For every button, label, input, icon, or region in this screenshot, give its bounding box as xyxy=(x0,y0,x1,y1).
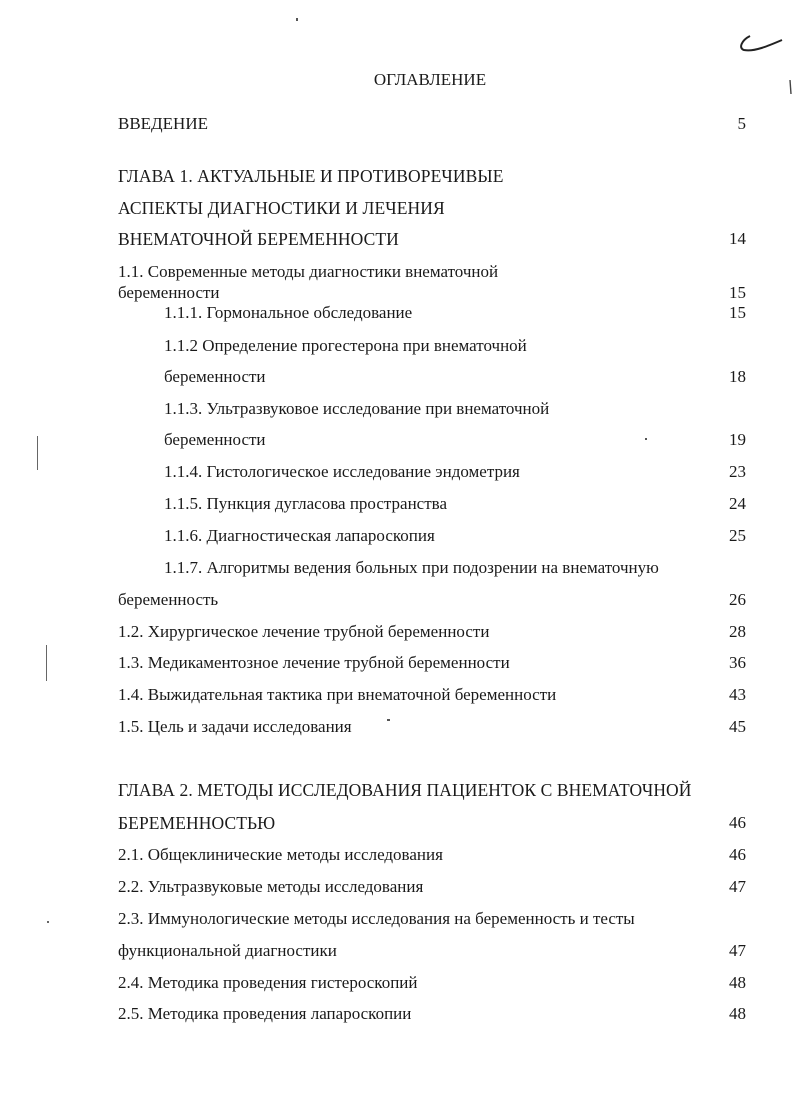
toc-page-number: 47 xyxy=(729,877,746,896)
toc-page-number: 15 xyxy=(729,283,746,302)
scan-speck xyxy=(645,438,647,440)
toc-chapter-heading: ВНЕМАТОЧНОЙ БЕРЕМЕННОСТИ xyxy=(118,229,399,249)
toc-entry-text: 1.1.2 Определение прогестерона при внематочной xyxy=(164,336,527,355)
toc-page-number: 28 xyxy=(729,622,746,641)
toc-page-number: 25 xyxy=(729,526,746,545)
toc-entry-text: функциональной диагностики xyxy=(118,941,337,960)
toc-entry-text: 1.5. Цель и задачи исследования xyxy=(118,717,352,736)
scan-speck xyxy=(37,436,38,470)
toc-entry-text: 2.2. Ультразвуковые методы исследования xyxy=(118,877,424,896)
toc-entry-text: 1.2. Хирургическое лечение трубной беременности xyxy=(118,622,490,641)
toc-entry-text: 1.1.3. Ультразвуковое исследование при внематочной xyxy=(164,399,550,418)
toc-page-number: 23 xyxy=(729,462,746,481)
toc-chapter-heading: БЕРЕМЕННОСТЬЮ xyxy=(118,813,276,833)
toc-entry-text: беременности xyxy=(164,367,266,386)
toc-page-number: 14 xyxy=(729,229,746,248)
toc-page-number: 47 xyxy=(729,941,746,960)
toc-entry-text: 2.4. Методика проведения гистероскопий xyxy=(118,973,418,992)
toc-page-number: 46 xyxy=(729,845,746,864)
scan-speck xyxy=(296,18,298,21)
scan-speck xyxy=(46,645,47,681)
toc-page-number: 15 xyxy=(729,303,746,322)
toc-entry-text: 1.1.5. Пункция дугласова пространства xyxy=(164,494,447,513)
toc-entry-text: 2.3. Иммунологические методы исследования на беременность и тесты xyxy=(118,909,635,928)
toc-page-number: 45 xyxy=(729,717,746,736)
toc-entry-text: ВВЕДЕНИЕ xyxy=(118,114,208,133)
toc-entry-text: 1.1.1. Гормональное обследование xyxy=(164,303,413,322)
toc-page-number: 19 xyxy=(729,430,746,449)
scan-speck xyxy=(47,921,49,923)
scan-speck xyxy=(387,719,390,721)
toc-entry-text: 1.4. Выжидательная тактика при внематочной беременности xyxy=(118,685,557,704)
toc-entry-text: беременности xyxy=(118,283,220,302)
toc-entry-text: 1.1.7. Алгоритмы ведения больных при подозрении на внематочную xyxy=(164,558,659,577)
toc-entry-text: 1.1.4. Гистологическое исследование эндометрия xyxy=(164,462,520,481)
toc-page-number: 18 xyxy=(729,367,746,386)
toc-page-number: 46 xyxy=(729,813,746,832)
toc-entry-text: беременность xyxy=(118,590,219,609)
toc-entry-text: 2.5. Методика проведения лапароскопии xyxy=(118,1004,412,1023)
toc-page-number: 43 xyxy=(729,685,746,704)
toc-entry-text: беременности xyxy=(164,430,266,449)
page-title: ОГЛАВЛЕНИЕ xyxy=(373,70,487,89)
toc-entry-text: 2.1. Общеклинические методы исследования xyxy=(118,845,443,864)
toc-entry-text: 1.3. Медикаментозное лечение трубной беременности xyxy=(118,653,510,672)
toc-chapter-heading: АСПЕКТЫ ДИАГНОСТИКИ И ЛЕЧЕНИЯ xyxy=(118,198,445,218)
toc-page-number: 5 xyxy=(737,114,746,133)
toc-entry-text: 1.1. Современные методы диагностики внематочной xyxy=(118,262,499,281)
toc-page-number: 36 xyxy=(729,653,746,672)
toc-page-number: 26 xyxy=(729,590,746,609)
toc-page-number: 48 xyxy=(729,973,746,992)
toc-entry-text: 1.1.6. Диагностическая лапароскопия xyxy=(164,526,435,545)
toc-chapter-heading: ГЛАВА 1. АКТУАЛЬНЫЕ И ПРОТИВОРЕЧИВЫЕ xyxy=(118,166,504,186)
toc-page-number: 48 xyxy=(729,1004,746,1023)
toc-page-number: 24 xyxy=(729,494,746,513)
toc-chapter-heading: ГЛАВА 2. МЕТОДЫ ИССЛЕДОВАНИЯ ПАЦИЕНТОК С ВНЕМАТОЧНОЙ xyxy=(118,780,692,800)
